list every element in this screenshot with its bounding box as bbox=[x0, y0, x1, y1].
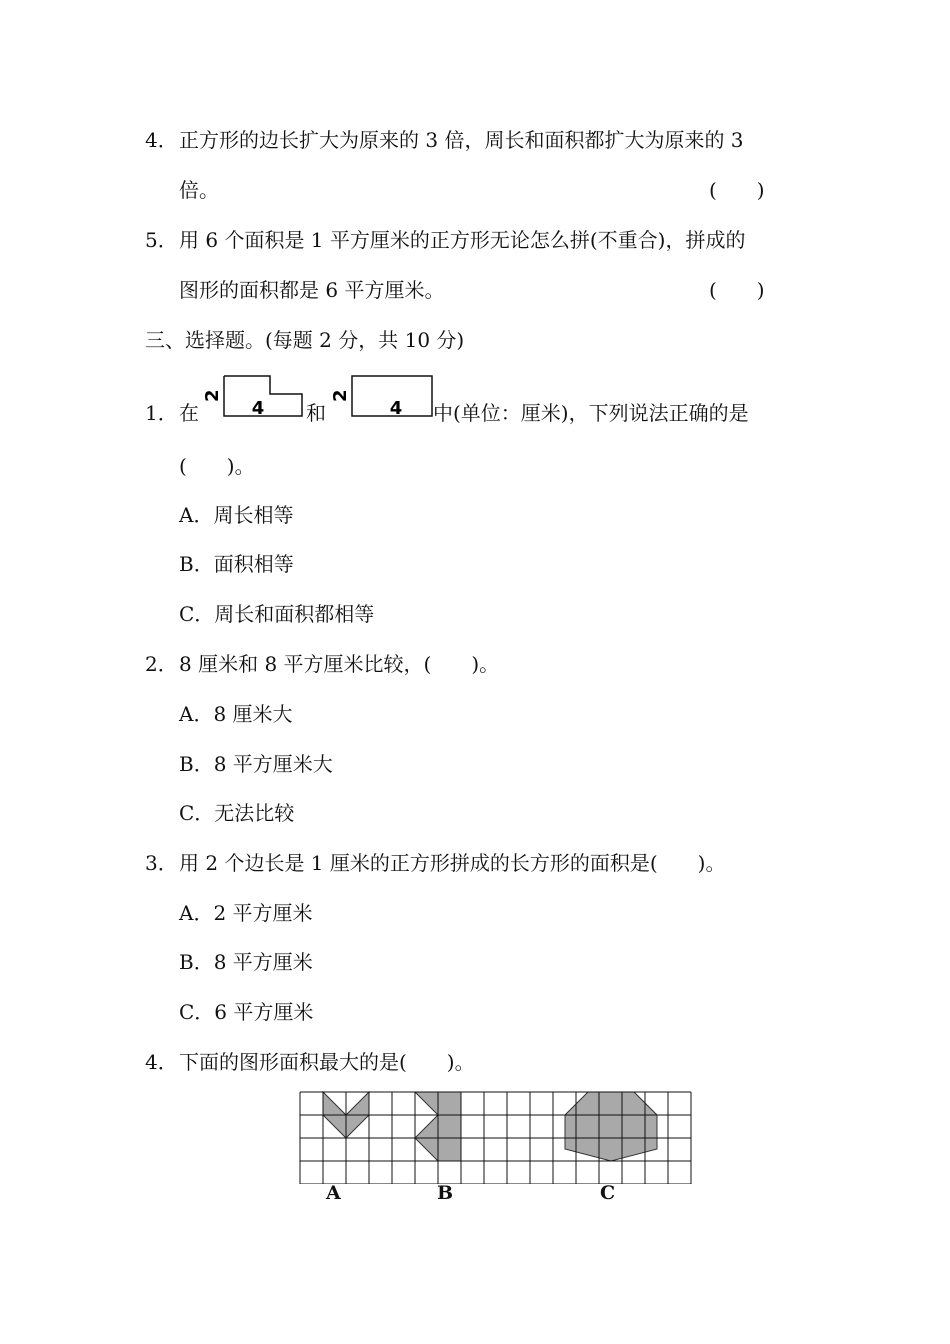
choice-q1-after: 中(单位：厘米)，下列说法正确的是 bbox=[433, 401, 749, 425]
choice-q1-option-c[interactable]: C．周长和面积都相等 bbox=[179, 602, 375, 626]
question-text: 用 2 个边长是 1 厘米的正方形拼成的长方形的面积是( )。 bbox=[179, 851, 726, 875]
fig1-bottom-label: 4 bbox=[251, 398, 265, 419]
choice-q3-option-a[interactable]: A．2 平方厘米 bbox=[179, 901, 313, 925]
question-number: 2． bbox=[145, 652, 178, 676]
fig2-bottom-label: 4 bbox=[389, 398, 403, 419]
answer-blank[interactable]: ( ) bbox=[709, 178, 765, 202]
question-number: 4． bbox=[145, 128, 178, 152]
choice-q2 bbox=[145, 650, 499, 678]
choice-q1-option-a[interactable]: A．周长相等 bbox=[179, 503, 294, 527]
choice-q3-option-b[interactable]: B．8 平方厘米 bbox=[179, 950, 313, 974]
question-text: 正方形的边长扩大为原来的 3 倍，周长和面积都扩大为原来的 3 bbox=[179, 128, 744, 152]
choice-q2-option-a[interactable]: A．8 厘米大 bbox=[179, 702, 293, 726]
judge-q4-line1 bbox=[145, 126, 744, 154]
choice-q1-blank[interactable]: ( )。 bbox=[179, 454, 255, 478]
choice-q4 bbox=[145, 1048, 475, 1076]
shape-c bbox=[565, 1092, 657, 1161]
choice-q1-number: 1． bbox=[145, 401, 178, 425]
question-number: 4． bbox=[145, 1050, 178, 1074]
choice-q2-option-b[interactable]: B．8 平方厘米大 bbox=[179, 752, 333, 776]
choice-q2-option-c[interactable]: C．无法比较 bbox=[179, 801, 295, 825]
answer-blank[interactable]: ( ) bbox=[709, 278, 765, 302]
shape-a-label: A bbox=[326, 1182, 341, 1204]
l-shape-figure bbox=[198, 372, 308, 422]
area-comparison-grid bbox=[290, 1084, 710, 1184]
choice-q3-option-c[interactable]: C．6 平方厘米 bbox=[179, 1000, 314, 1024]
choice-q1-mid: 和 bbox=[306, 401, 326, 425]
question-text: 用 6 个面积是 1 平方厘米的正方形无论怎么拼(不重合)，拼成的 bbox=[179, 228, 746, 252]
fig1-side-label: 2 bbox=[202, 389, 223, 402]
fig2-side-label: 2 bbox=[330, 389, 351, 402]
section-title: 三、选择题。(每题 2 分，共 10 分) bbox=[145, 328, 465, 352]
shape-b-label: B bbox=[437, 1182, 454, 1204]
question-number: 3． bbox=[145, 851, 178, 875]
judge-q5-line2: 图形的面积都是 6 平方厘米。 bbox=[179, 278, 445, 302]
shape-c-label: C bbox=[600, 1182, 616, 1204]
rectangle-figure bbox=[326, 372, 436, 422]
question-text: 下面的图形面积最大的是( )。 bbox=[179, 1050, 475, 1074]
choice-q1-before: 在 bbox=[179, 401, 199, 425]
question-number: 5． bbox=[145, 228, 178, 252]
judge-q5-line1 bbox=[145, 226, 745, 254]
judge-q4-line2: 倍。 bbox=[179, 178, 219, 202]
choice-q3 bbox=[145, 849, 725, 877]
choice-q1-option-b[interactable]: B．面积相等 bbox=[179, 552, 294, 576]
question-text: 8 厘米和 8 平方厘米比较，( )。 bbox=[179, 652, 500, 676]
